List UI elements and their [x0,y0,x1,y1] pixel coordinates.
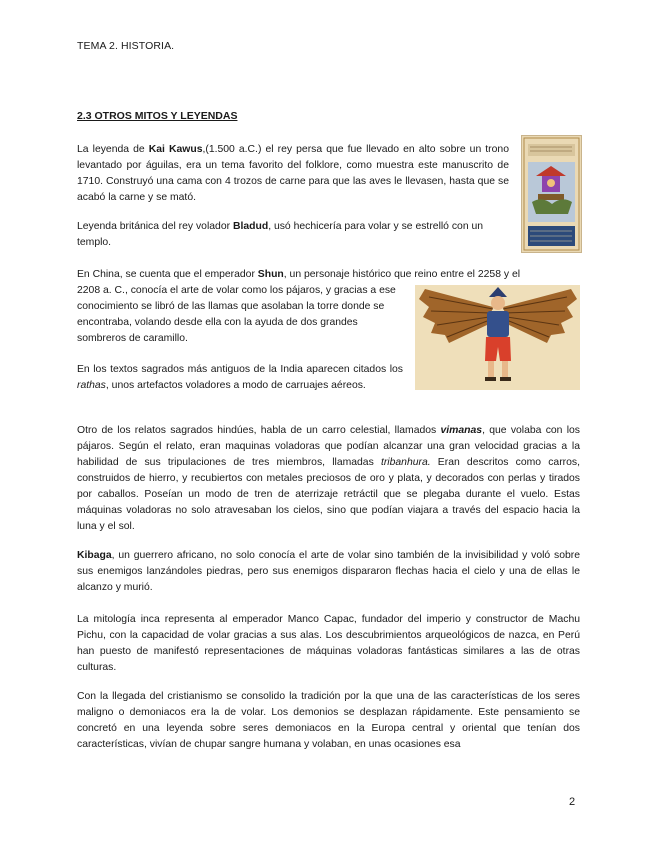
paragraph-kai-kawus: La leyenda de Kai Kawus,(1.500 a.C.) el rey persa que fue llevado en alto sobre un trono levantado por águilas, era un tema favorito del folklore, como muestra este manuscrito de 1710. Construyó una cama con 4 trozos de carne para que las aves le llevasen, hasta que se acabó la carne y se mató. [77,144,509,203]
paragraph-bladud: Leyenda británica del rey volador Bladud, usó hechicería para volar y se estrelló con un templo. [77,221,484,248]
paragraph-rathas: En los textos sagrados más antiguos de la India aparecen citados los rathas, unos artefactos voladores a modo de carruajes aéreos. [77,364,403,391]
page-number: 2 [569,796,576,808]
page-header: TEMA 2. HISTORIA. [77,40,175,52]
paragraph-shun-first-line: En China, se cuenta que el emperador Shun, un personaje histórico que reino entre el 2258 y el [77,269,521,280]
section-heading: 2.3 OTROS MITOS Y LEYENDAS [77,110,238,122]
paragraph-vimanas: Otro de los relatos sagrados hindúes, habla de un carro celestial, llamados vimanas, que volaba con los pájaros. Según el relato, eran maquinas voladoras que podían alcanzar una gran velocidad gracias a la habilidad de sus tripulaciones de tres miembros, llamadas tribanhura. Eran descritos como carros, construidos de hierro, y recubiertos con metales preciosos de oro y plata, y decorados con perlas y tirados por caballos. Poseían un modo de tren de aterrizaje retráctil que se plegaba durante el vuelo. Estas máquinas voladoras no solo atravesaban los cielos, sino que podían viajara a través del espacio hacia la luna y el sol. [77,425,580,532]
paragraph-inca: La mitología inca representa al emperador Manco Capac, fundador del imperio y constructor de Machu Pichu, con la capacidad de volar gracias a sus alas. Los descubrimientos arqueológicos de nazca, en Perú han puesto de manifestó representaciones de máquinas voladoras fantásticas similares a las de otras culturas. [77,614,580,673]
kai-kawus-manuscript-image [521,135,582,253]
paragraph-kibaga: Kibaga, un guerrero africano, no solo conocía el arte de volar sino también de la invisibilidad y voló sobre sus enemigos lanzándoles piedras, pero sus enemigos dispararon flechas hacia el cielo y una de ellas le alcanzo y murió. [77,550,580,593]
paragraph-shun: 2208 a. C., conocía el arte de volar como los pájaros, y gracias a ese conocimiento se libró de las llamas que asolaban la torre donde se encontraba, volando desde ella con la ayuda de dos grandes sombreros de caramillo. [77,285,396,344]
paragraph-cristianismo: Con la llegada del cristianismo se consolido la tradición por la que una de las características de los seres maligno o demoniacos era la de volar. Los demonios se desplazan rápidamente. Este pensamiento se concretó en una leyenda sobre seres demoniacos en la Europa central y oriental que tenían dos características, vivían de chupar sangre humana y volaban, en unas ocasiones esa [77,691,580,750]
winged-man-image [415,285,580,390]
